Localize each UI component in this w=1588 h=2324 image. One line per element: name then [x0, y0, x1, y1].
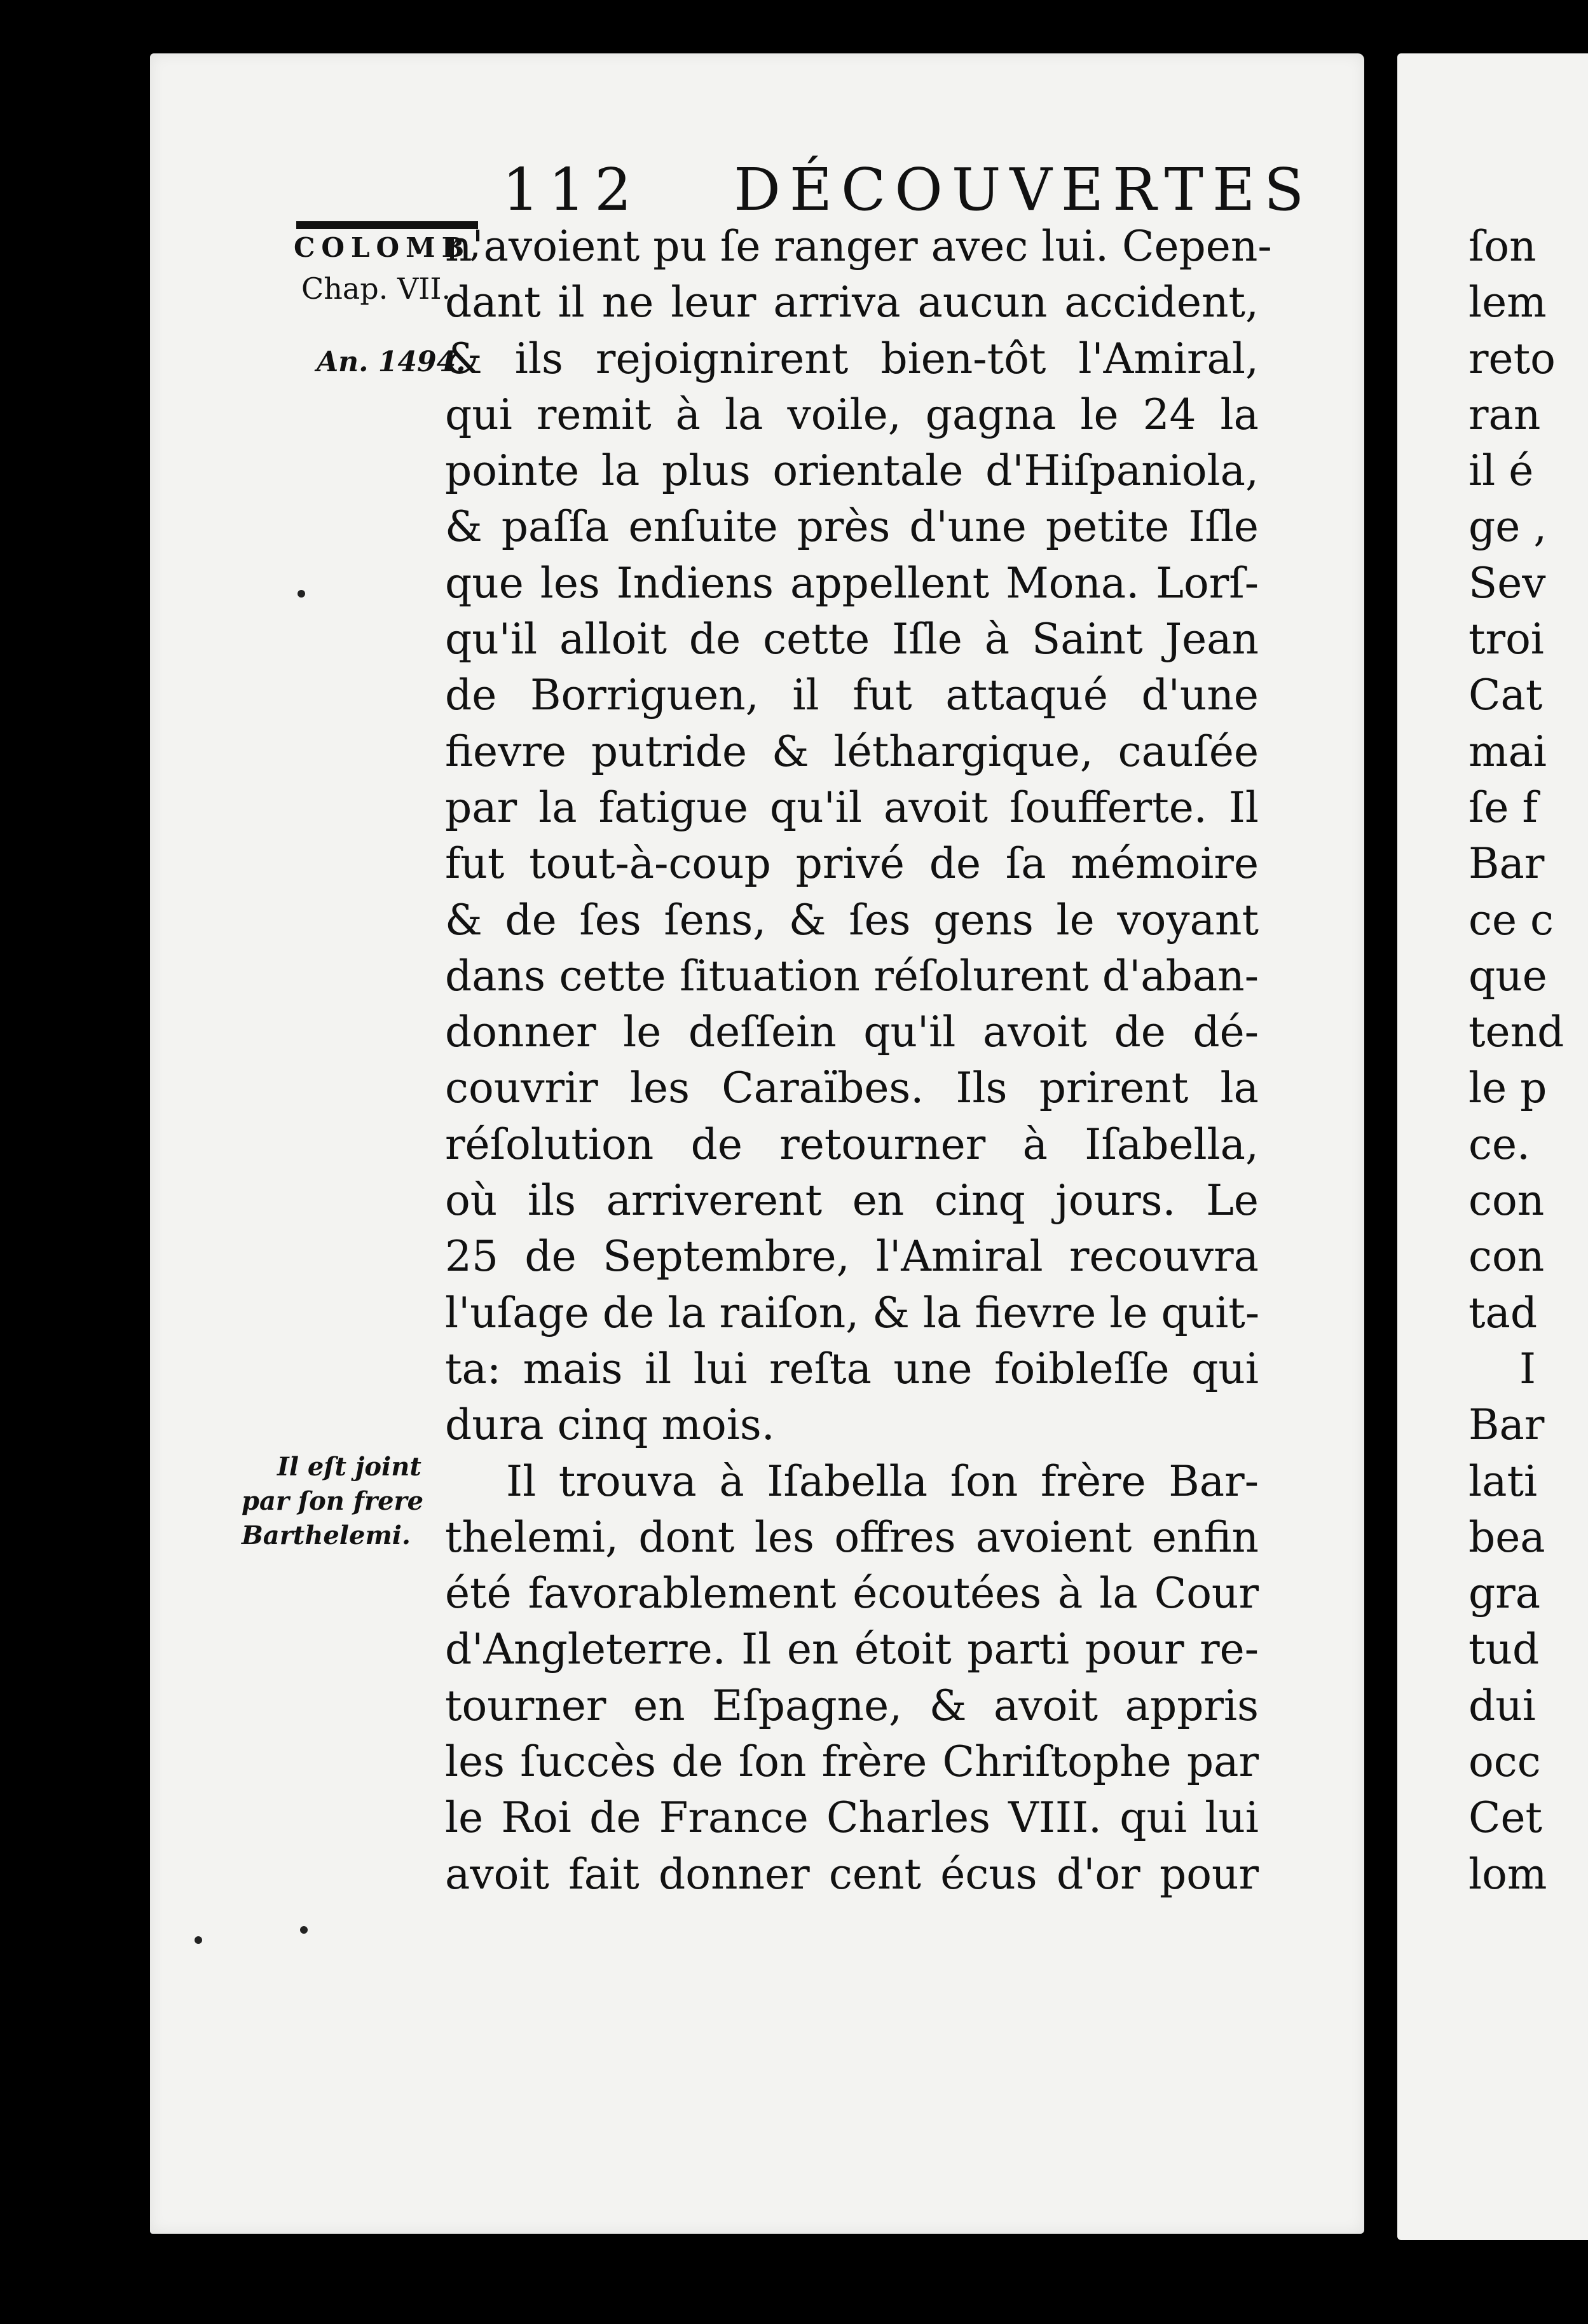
text-line: 25 de Septembre, l'Amiral recouvra	[445, 1232, 1259, 1282]
facing-text-line: il é	[1468, 446, 1534, 496]
facing-text-line: bea	[1468, 1512, 1545, 1562]
facing-text-line: Cet	[1468, 1793, 1543, 1843]
facing-page-text	[1468, 219, 1564, 1903]
page-number: 112	[502, 156, 641, 224]
facing-text-line: gra	[1468, 1569, 1541, 1618]
facing-text-line: tud	[1468, 1625, 1540, 1674]
facing-text-line: tend	[1468, 1008, 1564, 1057]
text-line: le Roi de France Charles VIII. qui lui	[445, 1793, 1259, 1843]
facing-text-line: ce.	[1468, 1119, 1531, 1169]
facing-text-line: dui	[1468, 1681, 1536, 1730]
margin-note-line-3: Barthelemi.	[242, 1521, 411, 1550]
text-line: fut tout-à-coup privé de ſa mémoire	[445, 839, 1259, 889]
text-line: dura cinq mois.	[445, 1400, 775, 1450]
margin-note-colomb: COLOMB,	[294, 232, 486, 263]
ink-speck	[195, 1936, 202, 1944]
text-line: les ſuccès de ſon frère Chriſtophe par	[445, 1737, 1259, 1787]
facing-text-line: ſe f	[1468, 783, 1538, 832]
margin-note-chapter: Chap. VII.	[301, 271, 451, 306]
text-line: fievre putride & léthargique, cauſée	[445, 727, 1259, 776]
facing-text-line: le p	[1468, 1063, 1547, 1113]
text-line: l'uſage de la raiſon, & la fievre le quit-	[445, 1288, 1260, 1337]
margin-note-line-2: par ſon frere	[242, 1486, 424, 1516]
text-line: qu'il alloit de cette Iſle à Saint Jean	[445, 615, 1259, 664]
text-line: Il trouva à Iſabella ſon frère Bar-	[506, 1456, 1259, 1506]
text-line: n'avoient pu ſe ranger avec lui. Cepen-	[445, 222, 1272, 271]
text-line: & de ſes ſens, & ſes gens le voyant	[445, 895, 1259, 945]
facing-text-line: que	[1468, 951, 1547, 1001]
body-text	[445, 219, 1272, 1903]
facing-text-line: troi	[1468, 615, 1544, 664]
text-line: d'Angleterre. Il en étoit parti pour re-	[445, 1625, 1259, 1674]
text-line: & paſſa enſuite près d'une petite Iſle	[445, 502, 1259, 552]
facing-text-line: lem	[1468, 278, 1547, 327]
facing-text-line: lom	[1468, 1849, 1547, 1899]
text-line: où ils arriverent en cinq jours. Le	[445, 1176, 1259, 1226]
facing-text-line: Bar	[1468, 1400, 1545, 1450]
text-line: ta: mais il lui reſta une foibleſſe qui	[445, 1344, 1259, 1393]
text-line: donner le deſſein qu'il avoit de dé-	[445, 1008, 1259, 1057]
ink-speck	[298, 590, 305, 598]
facing-text-line: Bar	[1468, 839, 1545, 889]
facing-text-line: ge ,	[1468, 502, 1547, 552]
facing-text-line: I	[1519, 1344, 1537, 1393]
facing-text-line: tad	[1468, 1288, 1538, 1337]
text-line: que les Indiens appellent Mona. Lorſ-	[445, 558, 1259, 608]
text-line: de Borriguen, il fut attaqué d'une	[445, 671, 1259, 720]
book-gutter	[1364, 0, 1397, 2324]
running-head	[502, 156, 1313, 224]
text-line: réſolution de retourner à Iſabella,	[445, 1119, 1259, 1169]
facing-text-line: ce c	[1468, 895, 1554, 945]
facing-text-line: con	[1468, 1232, 1545, 1282]
facing-text-line: con	[1468, 1176, 1545, 1226]
ink-speck	[300, 1926, 308, 1934]
margin-note-line-1: Il eſt joint	[277, 1452, 421, 1482]
facing-text-line: reto	[1468, 334, 1556, 383]
margin-note-year: An. 1494.	[317, 346, 466, 378]
text-line: qui remit à la voile, gagna le 24 la	[445, 390, 1259, 439]
text-line: avoit fait donner cent écus d'or pour	[445, 1849, 1259, 1899]
facing-text-line: Sev	[1468, 558, 1546, 608]
text-line: dant il ne leur arriva aucun accident,	[445, 278, 1259, 327]
facing-text-line: Cat	[1468, 671, 1543, 720]
text-line: & ils rejoignirent bien-tôt l'Amiral,	[445, 334, 1259, 383]
text-line: couvrir les Caraïbes. Ils prirent la	[445, 1063, 1259, 1113]
facing-text-line: lati	[1468, 1456, 1538, 1506]
text-line: été favorablement écoutées à la Cour	[445, 1569, 1259, 1618]
facing-text-line: ſon	[1468, 222, 1537, 271]
text-line: par la fatigue qu'il avoit ſoufferte. Il	[445, 783, 1259, 832]
facing-text-line: occ	[1468, 1737, 1541, 1787]
text-line: thelemi, dont les offres avoient enfin	[445, 1512, 1259, 1562]
facing-text-line: mai	[1468, 727, 1547, 776]
text-line: pointe la plus orientale d'Hiſpaniola,	[445, 446, 1259, 496]
facing-text-line: ran	[1468, 390, 1541, 439]
text-line: tourner en Eſpagne, & avoit appris	[445, 1681, 1259, 1730]
page-title: DÉCOUVERTES	[734, 156, 1313, 224]
text-line: dans cette ſituation réſolurent d'aban-	[445, 951, 1259, 1001]
